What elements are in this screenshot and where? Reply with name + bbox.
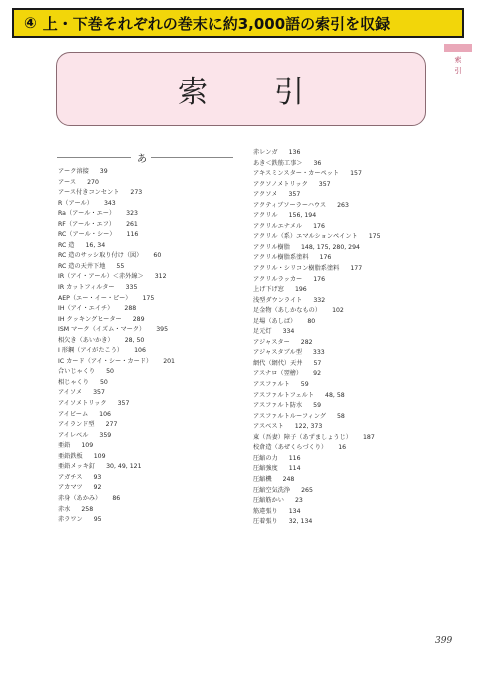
index-entry	[253, 507, 381, 518]
index-pages: 157	[350, 170, 362, 178]
index-pages: 156, 194	[288, 212, 317, 220]
heading-rule-right	[151, 157, 233, 158]
index-pages: 55	[116, 262, 125, 270]
index-entry	[253, 391, 381, 402]
index-entry	[253, 180, 381, 191]
index-term: アイソメトリック	[58, 400, 107, 408]
index-term: アカマツ	[58, 484, 83, 492]
index-pages: 288	[124, 305, 137, 313]
index-pages: 30, 49, 121	[106, 463, 142, 471]
index-pages: 175	[368, 233, 381, 241]
index-term: 相じゃくり	[58, 378, 89, 386]
index-entry	[253, 211, 381, 222]
index-entry	[58, 315, 175, 326]
index-pages: 106	[99, 410, 111, 418]
index-entry	[253, 190, 381, 201]
index-pages: 48, 58	[325, 391, 345, 399]
index-term: アース	[58, 178, 77, 186]
index-entry	[253, 443, 381, 454]
index-entry	[253, 327, 381, 338]
index-pages: 116	[288, 454, 301, 462]
index-term: IR カットフィルター	[58, 284, 115, 292]
index-entry	[58, 230, 175, 241]
index-entry	[58, 167, 175, 178]
index-entry	[58, 199, 175, 210]
index-pages: 258	[81, 505, 94, 513]
index-term: RF（アール・エフ）	[58, 220, 116, 228]
index-column-left	[58, 167, 175, 526]
index-entry	[58, 325, 175, 336]
index-pages: 176	[313, 222, 325, 230]
index-term: アスファルト	[253, 381, 290, 389]
index-term: 圧縮空気洗浄	[253, 486, 291, 494]
index-entry	[253, 433, 381, 444]
index-entry	[58, 431, 175, 442]
index-term: 東（吾妻）障子（あずましょうじ）	[253, 433, 352, 441]
index-entry	[58, 388, 175, 399]
section-heading-char: あ	[137, 154, 147, 165]
index-term: 相欠き（あいかき）	[58, 336, 114, 344]
index-term: アイソメ	[58, 389, 83, 397]
index-term: 足場（あしば）	[253, 317, 297, 325]
index-pages: 261	[126, 220, 138, 228]
index-term: 亜鉛鉄板	[58, 452, 83, 460]
index-entry	[58, 336, 175, 347]
index-entry	[58, 188, 175, 199]
index-entry	[58, 283, 175, 294]
index-term: 圧縮強度	[253, 465, 278, 473]
index-term: 上げ下げ窓	[253, 286, 284, 294]
feature-banner	[12, 8, 464, 38]
index-entry	[253, 243, 381, 254]
index-entry	[253, 285, 381, 296]
index-entry	[253, 496, 381, 507]
index-term: アジャスター	[253, 338, 290, 346]
index-pages: 312	[154, 273, 167, 281]
index-entry	[58, 420, 175, 431]
index-term: 足金物（あしかなもの）	[253, 307, 322, 315]
index-entry	[253, 369, 381, 380]
index-term: 赤身（あかみ）	[58, 494, 102, 502]
index-entry	[58, 346, 175, 357]
index-term: 亜鉛	[58, 442, 71, 450]
index-pages: 357	[288, 191, 301, 199]
index-pages: 176	[319, 254, 332, 262]
index-pages: 58	[336, 412, 345, 420]
index-pages: 109	[81, 442, 94, 450]
index-term: ISM マーク（イズム・マーク）	[58, 326, 146, 334]
index-pages: 80	[307, 317, 316, 325]
index-entry	[253, 475, 381, 486]
index-pages: 39	[99, 168, 108, 175]
index-entry	[58, 209, 175, 220]
index-pages: 334	[282, 328, 295, 336]
index-pages: 134	[288, 507, 301, 515]
index-term: アキスミンスター・カーペット	[253, 170, 340, 178]
feature-text: 上・下巻それぞれの巻末に約3,000語の索引を収録	[42, 14, 391, 33]
index-entry	[253, 380, 381, 391]
index-entry	[58, 441, 175, 452]
index-pages: 92	[313, 370, 322, 378]
index-term: アスベスト	[253, 423, 284, 431]
index-entry	[58, 483, 175, 494]
index-pages: 359	[99, 431, 112, 439]
index-pages: 36	[313, 159, 322, 167]
index-entry	[253, 517, 381, 528]
index-pages: 23	[294, 497, 303, 505]
index-term: 赤レンガ	[253, 149, 278, 156]
index-entry	[253, 464, 381, 475]
index-term: 圧縮機	[253, 475, 272, 483]
index-entry	[58, 272, 175, 283]
index-entry	[58, 357, 175, 368]
index-entry	[58, 178, 175, 189]
index-term: 網代（網代）天井	[253, 359, 303, 367]
index-term: RC 造	[58, 241, 75, 249]
index-term: 圧縮筋かい	[253, 497, 284, 505]
index-entry	[253, 159, 381, 170]
index-pages: 175	[142, 294, 155, 302]
index-term: IH クッキングヒーター	[58, 315, 122, 323]
index-pages: 16, 34	[85, 241, 106, 249]
index-pages: 122, 373	[294, 423, 323, 431]
index-entry	[253, 317, 381, 328]
section-heading	[57, 151, 233, 163]
index-entry	[58, 515, 175, 526]
index-term: アスファルトルーフィング	[253, 412, 326, 420]
feature-number: ④	[24, 14, 37, 32]
index-entry	[253, 275, 381, 286]
index-entry	[253, 348, 381, 359]
index-entry	[58, 399, 175, 410]
index-pages: 176	[313, 275, 326, 283]
index-term: R（アール）	[58, 199, 93, 207]
index-pages: 32, 134	[288, 518, 313, 526]
index-pages: 177	[350, 265, 363, 273]
index-pages: 50	[106, 368, 114, 376]
index-term: アスファルトフェルト	[253, 391, 315, 399]
heading-rule-left	[57, 157, 131, 158]
page-number: 399	[435, 636, 453, 646]
index-entry	[253, 232, 381, 243]
index-entry	[253, 253, 381, 264]
index-term: 浅型ダウンライト	[253, 296, 303, 304]
index-pages: 187	[363, 433, 375, 441]
index-pages: 95	[93, 516, 102, 524]
index-term: アクリル樹脂系塗料	[253, 254, 309, 262]
index-pages: 248	[282, 475, 295, 483]
index-term: アクリル・シリコン樹脂系塗料	[253, 265, 340, 273]
index-pages: 395	[156, 326, 169, 334]
index-entry	[253, 264, 381, 275]
index-entry	[58, 494, 175, 505]
index-entry	[253, 486, 381, 497]
index-term: 校倉造（あぜくらづくり）	[253, 444, 328, 452]
index-term: アイランド型	[58, 421, 95, 429]
index-entry	[253, 338, 381, 349]
index-pages: 114	[288, 465, 301, 473]
index-term: 筋違張り	[253, 507, 278, 515]
index-pages: 59	[313, 402, 322, 410]
index-term: アイレベル	[58, 431, 89, 439]
index-term: アクリルエナメル	[253, 222, 303, 230]
index-pages: 50	[99, 378, 108, 386]
index-title-box	[56, 52, 426, 126]
index-term: アクリルラッカー	[253, 275, 303, 283]
index-tab-label	[452, 55, 464, 77]
index-tab-marker	[444, 44, 472, 52]
index-pages: 265	[301, 486, 313, 494]
index-pages: 270	[87, 178, 99, 186]
index-pages: 343	[103, 199, 116, 207]
index-pages: 332	[313, 296, 326, 304]
index-term: 圧縮の力	[253, 454, 278, 462]
index-term: アクソノメトリック	[253, 180, 308, 188]
index-term: アクティブソーラーハウス	[253, 201, 327, 209]
index-entry	[253, 422, 381, 433]
index-pages: 263	[337, 201, 349, 209]
index-pages: 333	[312, 349, 325, 357]
index-term: 亜鉛メッキ釘	[58, 463, 96, 471]
index-entry	[58, 251, 175, 262]
index-entry	[58, 505, 175, 516]
index-pages: 102	[332, 307, 344, 315]
index-pages: 136	[288, 149, 301, 156]
index-pages: 148, 175, 280, 294	[300, 243, 360, 251]
index-term: 足元灯	[253, 328, 272, 336]
index-term: RC（アール・シー）	[58, 231, 116, 239]
index-entry	[58, 367, 175, 378]
index-pages: 273	[130, 189, 143, 197]
index-term: アジャスタブル型	[253, 349, 302, 357]
index-entry	[253, 454, 381, 465]
index-entry	[58, 473, 175, 484]
page-title: 索 引	[178, 75, 322, 110]
index-term: アイビーム	[58, 410, 89, 418]
index-term: AEP（エー・イー・ピー）	[58, 294, 132, 302]
index-pages: 93	[93, 473, 102, 481]
index-term: アクリル	[253, 212, 278, 220]
index-pages: 323	[126, 210, 138, 218]
index-entry	[253, 306, 381, 317]
index-term: アクソメ	[253, 191, 278, 199]
index-pages: 106	[134, 347, 146, 355]
index-entry	[253, 359, 381, 370]
index-entry	[253, 296, 381, 307]
index-pages: 92	[93, 484, 102, 492]
index-pages: 116	[126, 231, 139, 239]
index-term: 合いじゃくり	[58, 368, 96, 376]
index-term: あき＜鉄筋工事＞	[253, 159, 303, 167]
index-pages: 109	[93, 452, 106, 460]
index-entry	[253, 412, 381, 423]
index-term: 赤ラワン	[58, 516, 83, 524]
index-tab-char-1: 索	[454, 56, 462, 64]
index-term: IC カード（アイ・シー・カード）	[58, 357, 153, 365]
index-entry	[58, 378, 175, 389]
index-entry	[58, 294, 175, 305]
index-term: IH（アイ・エイチ）	[58, 305, 114, 313]
index-term: RC 造のサッシ取り付け（図）	[58, 252, 143, 260]
index-pages: 59	[300, 381, 309, 389]
index-entry	[253, 169, 381, 180]
index-pages: 289	[132, 315, 145, 323]
index-term: アクリル（系）エマルションペイント	[253, 233, 358, 241]
index-entry	[253, 201, 381, 212]
index-pages: 60	[153, 252, 162, 260]
index-pages: 57	[313, 359, 322, 367]
index-term: アスファルト防水	[253, 402, 303, 410]
index-pages: 201	[163, 357, 175, 365]
index-pages: 86	[112, 494, 121, 502]
index-term: アスナロ（翌檜）	[253, 370, 303, 378]
index-pages: 335	[125, 284, 138, 292]
index-term: 赤水	[58, 505, 71, 513]
index-term: アガチス	[58, 473, 83, 481]
index-entry	[58, 452, 175, 463]
index-term: Ra（アール・エー）	[58, 210, 116, 218]
index-entry	[58, 241, 175, 252]
index-pages: 357	[93, 389, 105, 397]
index-entry	[58, 304, 175, 315]
index-entry	[253, 222, 381, 233]
index-column-right	[253, 148, 381, 528]
index-entry	[253, 401, 381, 412]
index-term: RC 造の天井下地	[58, 262, 106, 270]
index-pages: 277	[105, 421, 118, 429]
index-entry	[58, 462, 175, 473]
index-pages: 357	[318, 180, 331, 188]
index-term: 圧着張り	[253, 518, 278, 526]
index-entry	[58, 262, 175, 273]
index-term: アース付きコンセント	[58, 189, 120, 197]
index-tab-char-2: 引	[454, 67, 462, 75]
index-entry	[58, 410, 175, 421]
index-term: IR（アイ・アール）＜赤外線＞	[58, 273, 144, 281]
index-pages: 282	[300, 338, 313, 346]
index-entry	[253, 148, 381, 159]
index-term: アーク溶接	[58, 168, 89, 175]
index-term: I 形鋼（アイがたこう）	[58, 347, 124, 355]
index-pages: 28, 50	[124, 336, 145, 344]
index-pages: 16	[338, 444, 347, 452]
index-pages: 357	[117, 400, 130, 408]
index-pages: 196	[294, 286, 307, 294]
index-entry	[58, 220, 175, 231]
index-term: アクリル樹脂	[253, 243, 290, 251]
